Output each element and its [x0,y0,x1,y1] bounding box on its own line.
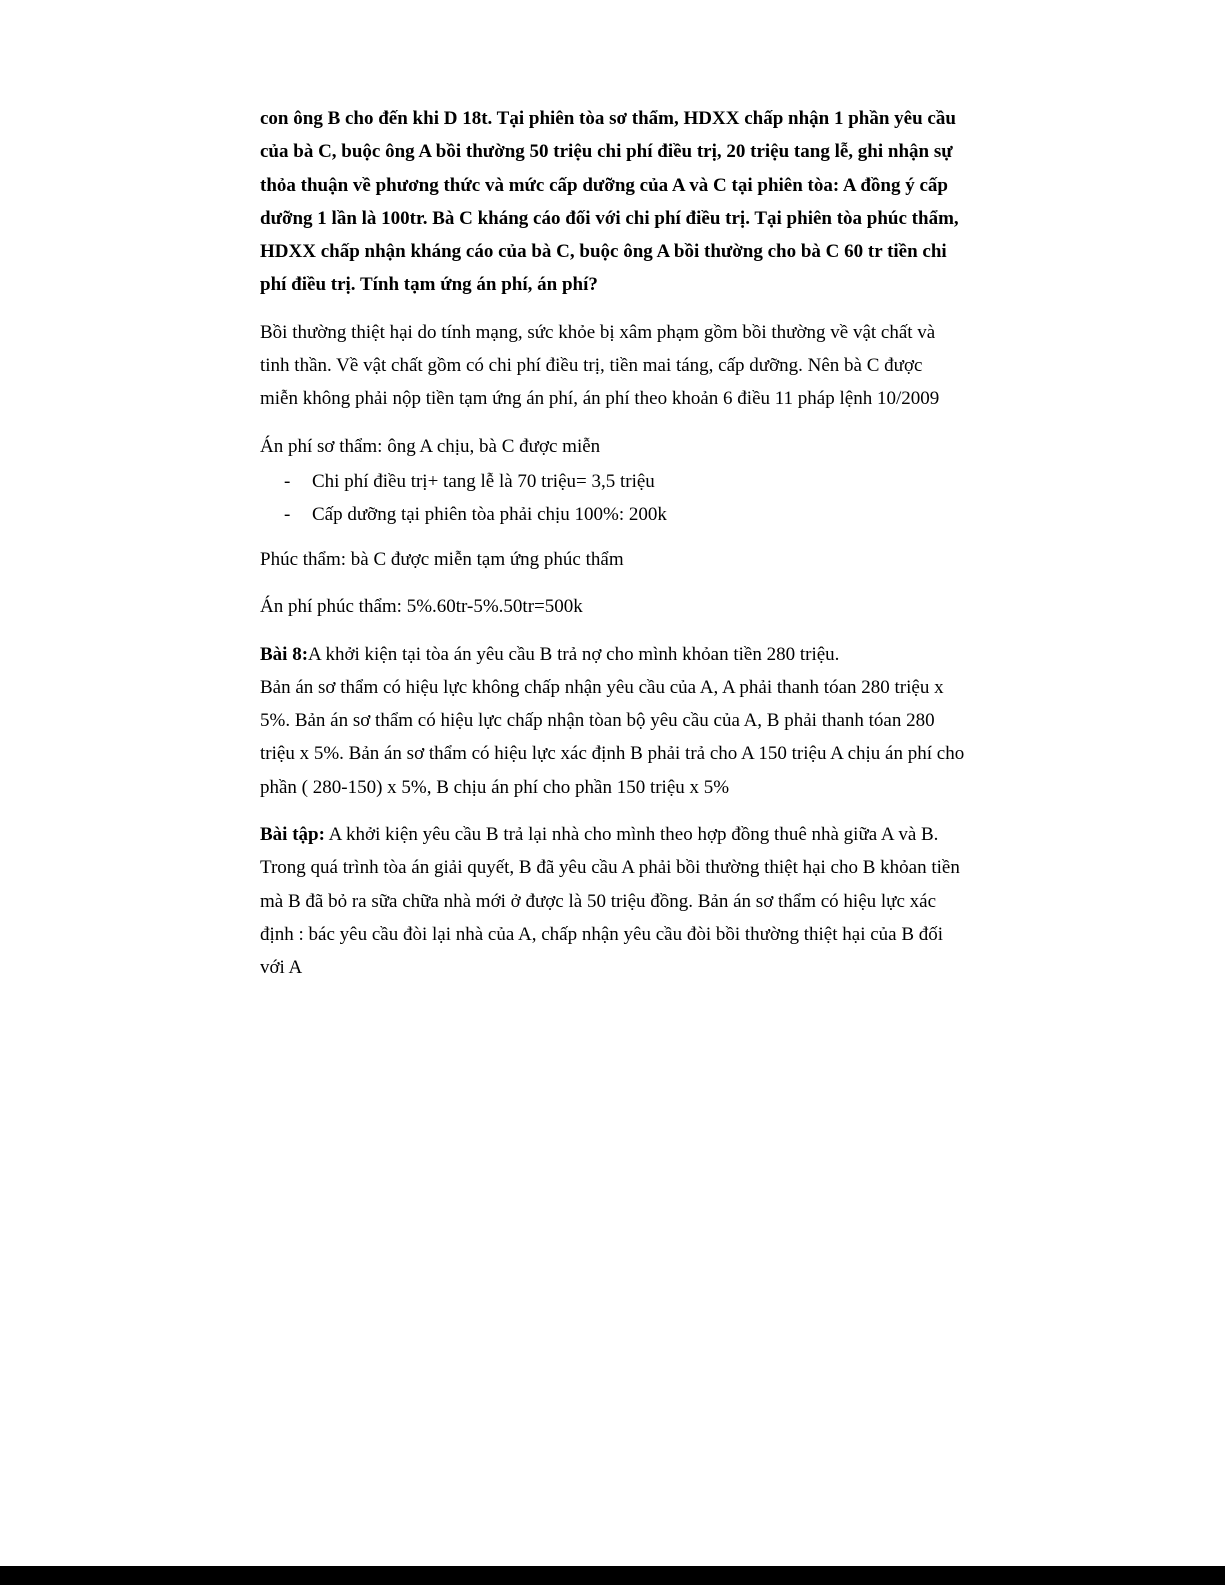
appeal-fee-line: Án phí phúc thẩm: 5%.60tr-5%.50tr=500k [260,596,583,618]
baitap-paragraph [260,818,965,984]
bai8-first-line: A khởi kiện tại tòa án yêu cầu B trả nợ cho mình khỏan tiền 280 triệu. [308,643,840,665]
appeal-line: Phúc thẩm: bà C được miễn tạm ứng phúc thẩm [260,548,624,570]
bullet-dash: - [284,470,291,492]
question-paragraph: con ông B cho đến khi D 18t. Tại phiên tòa sơ thẩm, HDXX chấp nhận 1 phần yêu cầu của bà C, buộc ông A bồi thường 50 triệu chi phí điều trị, 20 triệu tang lễ, ghi nhận sự thỏa thuận về phương thức và mức cấp dưỡng của A và C tại phiên tòa: A đồng ý cấp dưỡng 1 lần là 100tr. Bà C kháng cáo đối với chi phí điều trị. Tại phiên tòa phúc thẩm, HDXX chấp nhận kháng cáo của bà C, buộc ông A bồi thường cho bà C 60 tr tiền chi phí điều trị. Tính tạm ứng án phí, án phí? [260,108,959,296]
bai8-body: Bản án sơ thẩm có hiệu lực không chấp nhận yêu cầu của A, A phải thanh tóan 280 triệu x 5%. Bản án sơ thẩm có hiệu lực chấp nhận tòan bộ yêu cầu của A, B phải thanh tóan 280 triệu x 5%. Bản án sơ thẩm có hiệu lực xác định B phải trả cho A 150 triệu A chịu án phí cho phần ( 280-150) x 5%, B chịu án phí cho phần 150 triệu x 5% [260,676,965,798]
list-item [260,498,965,531]
fee-bullet-list [260,465,965,531]
bai8-paragraph [260,638,965,804]
bai8-label: Bài 8: [260,643,309,665]
list-item-text: Chi phí điều trị+ tang lễ là 70 triệu= 3,5 triệu [312,470,655,492]
first-instance-fee-line: Án phí sơ thẩm: ông A chịu, bà C được miễn [260,435,601,457]
list-item [260,465,965,498]
list-item-text: Cấp dưỡng tại phiên tòa phải chịu 100%: 200k [312,503,667,525]
baitap-label: Bài tập: [260,824,325,846]
bullet-dash: - [284,503,291,525]
baitap-body: A khởi kiện yêu cầu B trả lại nhà cho mình theo hợp đồng thuê nhà giữa A và B. Trong quá trình tòa án giải quyết, B đã yêu cầu A phải bồi thường thiệt hại cho B khỏan tiền mà B đã bỏ ra sữa chữa nhà mới ở được là 50 triệu đồng. Bản án sơ thẩm có hiệu lực xác định : bác yêu cầu đòi lại nhà của A, chấp nhận yêu cầu đòi bồi thường thiệt hại của B đối với A [260,824,960,979]
answer-intro-paragraph: Bồi thường thiệt hại do tính mạng, sức khỏe bị xâm phạm gồm bồi thường về vật chất và tinh thần. Về vật chất gồm có chi phí điều trị, tiền mai táng, cấp dưỡng. Nên bà C được miễn không phải nộp tiền tạm ứng án phí, án phí theo khoản 6 điều 11 pháp lệnh 10/2009 [260,321,940,410]
page-bottom-border [0,1566,1225,1585]
document-content [260,102,965,999]
